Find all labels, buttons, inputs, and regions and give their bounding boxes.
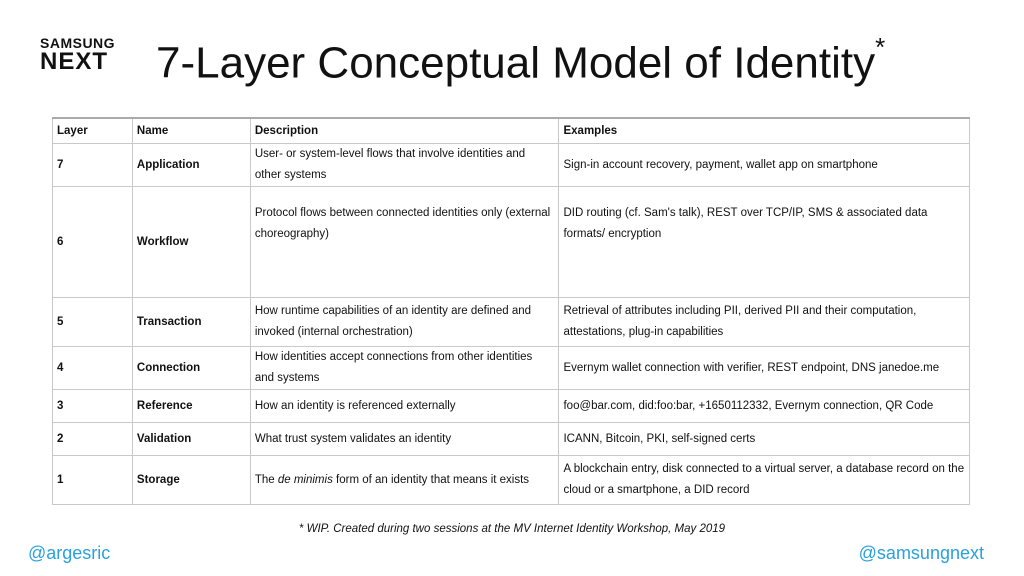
cell-name: Connection — [132, 347, 250, 390]
cell-layer: 6 — [53, 187, 133, 298]
title-asterisk: * — [875, 32, 886, 62]
cell-description: How runtime capabilities of an identity are defined and invoked (internal orchestration) — [250, 298, 559, 347]
table-row — [53, 298, 970, 347]
description-text: The — [254, 473, 278, 486]
page-title-text: 7-Layer Conceptual Model of Identity — [156, 38, 876, 88]
header-layer: Layer — [53, 118, 133, 144]
cell-examples: Evernym wallet connection with verifier, REST endpoint, DNS janedoe.me — [559, 347, 970, 390]
header-description: Description — [250, 118, 559, 144]
table-row — [53, 347, 970, 390]
cell-layer: 7 — [53, 144, 133, 187]
cell-name: Transaction — [132, 298, 250, 347]
cell-layer: 1 — [53, 456, 133, 505]
cell-name: Reference — [132, 390, 250, 423]
page-title — [156, 28, 885, 89]
cell-description: User- or system-level flows that involve identities and other systems — [250, 144, 559, 187]
logo-brand-text: SAMSUNG — [40, 35, 116, 51]
cell-examples: ICANN, Bitcoin, PKI, self-signed certs — [559, 423, 970, 456]
cell-name: Workflow — [132, 187, 250, 298]
table-row — [53, 187, 970, 298]
cell-layer: 5 — [53, 298, 133, 347]
table-header-row — [53, 118, 970, 144]
header-name: Name — [132, 118, 250, 144]
table-row — [53, 423, 970, 456]
cell-examples: Retrieval of attributes including PII, derived PII and their computation, attestations, plug-in capabilities — [559, 298, 970, 347]
cell-description: How identities accept connections from other identities and systems — [250, 347, 559, 390]
description-emphasis: de minimis — [277, 473, 333, 486]
cell-description: Protocol flows between connected identities only (external choreography) — [250, 187, 559, 298]
cell-layer: 2 — [53, 423, 133, 456]
cell-name: Validation — [132, 423, 250, 456]
cell-layer: 4 — [53, 347, 133, 390]
cell-description: How an identity is referenced externally — [250, 390, 559, 423]
cell-examples: A blockchain entry, disk connected to a virtual server, a database record on the cloud or a smartphone, a DID record — [559, 456, 970, 505]
cell-description: What trust system validates an identity — [250, 423, 559, 456]
header-examples: Examples — [559, 118, 970, 144]
cell-name: Application — [132, 144, 250, 187]
twitter-handle-left: @argesric — [28, 543, 111, 563]
samsung-next-logo — [40, 35, 116, 75]
identity-model-table — [52, 117, 970, 505]
cell-name: Storage — [132, 456, 250, 505]
logo-next-text: NEXT — [40, 48, 109, 75]
footnote: * WIP. Created during two sessions at the MV Internet Identity Workshop, May 2019 — [298, 523, 726, 535]
description-text: form of an identity that means it exists — [332, 473, 530, 486]
cell-examples: Sign-in account recovery, payment, wallet app on smartphone — [559, 144, 970, 187]
table-row — [53, 144, 970, 187]
table-row — [53, 456, 970, 505]
cell-examples: DID routing (cf. Sam's talk), REST over TCP/IP, SMS & associated data formats/ encryption — [559, 187, 970, 298]
twitter-handle-right: @samsungnext — [858, 543, 984, 563]
cell-description — [250, 456, 559, 505]
cell-examples: foo@bar.com, did:foo:bar, +1650112332, Evernym connection, QR Code — [559, 390, 970, 423]
table-row — [53, 390, 970, 423]
cell-layer: 3 — [53, 390, 133, 423]
